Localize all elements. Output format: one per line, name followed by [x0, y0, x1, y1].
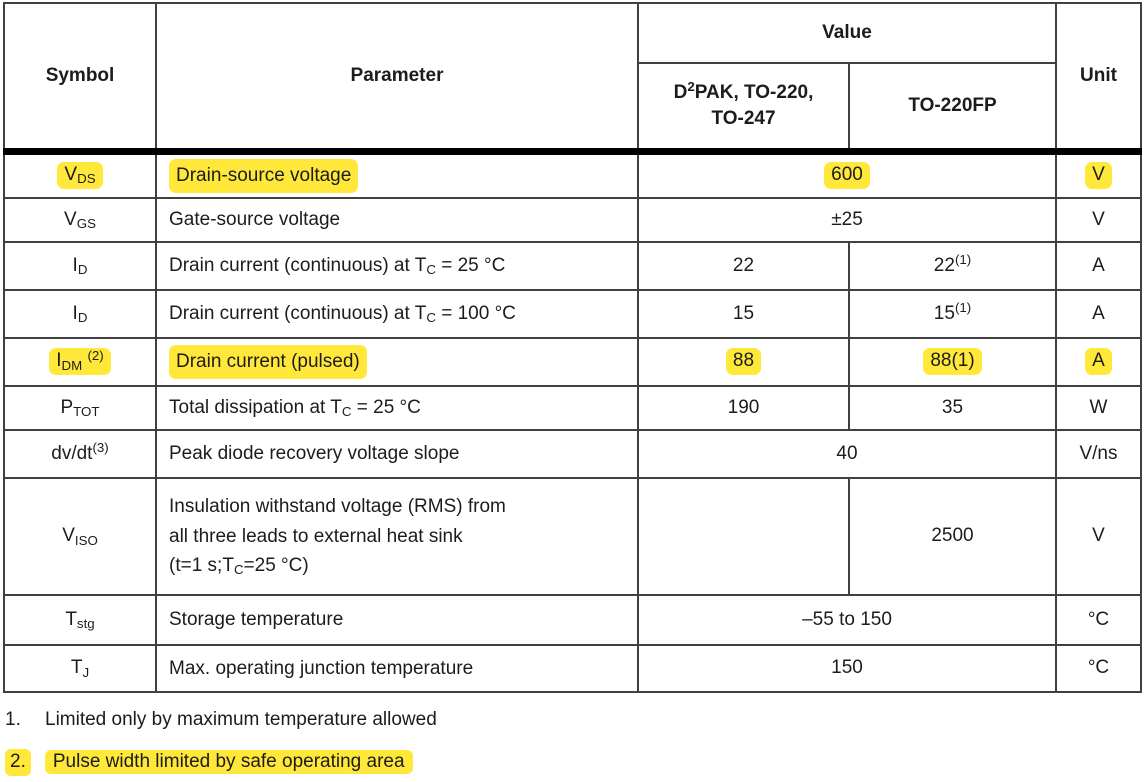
parameter-cell — [156, 338, 638, 386]
table-row — [4, 290, 1141, 338]
datasheet-page — [0, 2, 1147, 782]
footnote-text: Limited only by maximum temperature allowed — [45, 708, 437, 730]
parameter-cell: Peak diode recovery voltage slope — [156, 430, 638, 478]
col-header-unit: Unit — [1056, 3, 1141, 151]
table-row — [4, 645, 1141, 692]
value-cell-pkg1 — [638, 478, 849, 595]
symbol-cell: $V_{GS}$ — [4, 198, 156, 242]
symbol-cell: $P_{TOT}$ — [4, 386, 156, 430]
unit-cell: °C — [1056, 595, 1141, 645]
table-row — [4, 198, 1141, 242]
parameter-cell: Gate-source voltage — [156, 198, 638, 242]
parameter-cell: Storage temperature — [156, 595, 638, 645]
unit-cell: W — [1056, 386, 1141, 430]
symbol-cell: $I_D$ — [4, 242, 156, 290]
table-row — [4, 338, 1141, 386]
parameter-cell: Insulation withstand voltage (RMS) from all three leads to external heat sink (t=1 $s;T_C=25$ °C) — [156, 478, 638, 595]
value-cell-merged — [638, 151, 1056, 198]
unit-cell — [1056, 338, 1141, 386]
highlight-marker: 600 — [824, 162, 870, 189]
value-cell-pkg1 — [638, 338, 849, 386]
symbol-cell — [4, 338, 156, 386]
value-cell-merged: 40 — [638, 430, 1056, 478]
highlight-marker: Drain-source voltage — [169, 159, 358, 193]
highlight-marker: $I_{DM}$ $^{(2)}$ — [49, 348, 111, 375]
footnotes — [5, 708, 1147, 776]
value-cell-pkg2: 15$^{(1)}$ — [849, 290, 1056, 338]
table-row — [4, 430, 1141, 478]
col-header-value: Value — [638, 3, 1056, 63]
header-row-1 — [4, 3, 1141, 63]
value-cell-pkg1: 22 — [638, 242, 849, 290]
footnote-number: 1. — [5, 708, 21, 730]
table-row — [4, 478, 1141, 595]
value-cell-pkg2 — [849, 338, 1056, 386]
value-cell-pkg1: 190 — [638, 386, 849, 430]
table-row — [4, 595, 1141, 645]
parameter-cell: Drain current (continuous) at $T_C = 100$ °C — [156, 290, 638, 338]
footnote-text: Pulse width limited by safe operating area — [45, 750, 413, 774]
symbol-cell: $T_J$ — [4, 645, 156, 692]
highlight-marker: 88(1) — [923, 348, 981, 375]
unit-cell: V/ns — [1056, 430, 1141, 478]
value-cell-pkg2: 22$^{(1)}$ — [849, 242, 1056, 290]
unit-cell: V — [1056, 478, 1141, 595]
parameter-cell: Drain current (continuous) at $T_C = 25$ °C — [156, 242, 638, 290]
value-cell-merged: 150 — [638, 645, 1056, 692]
table-row — [4, 386, 1141, 430]
unit-cell — [1056, 151, 1141, 198]
symbol-cell: $V_{ISO}$ — [4, 478, 156, 595]
table-row — [4, 242, 1141, 290]
symbol-cell: $dv/dt^{(3)}$ — [4, 430, 156, 478]
highlight-marker: V — [1085, 162, 1112, 189]
value-cell-pkg1: 15 — [638, 290, 849, 338]
highlight-marker: 88 — [726, 348, 761, 375]
footnote — [5, 708, 1147, 733]
col-header-package-group-1: $D^2PAK$, TO-220, TO-247 — [638, 63, 849, 151]
col-header-symbol: Symbol — [4, 3, 156, 151]
unit-cell: °C — [1056, 645, 1141, 692]
symbol-cell: $T_{stg}$ — [4, 595, 156, 645]
parameter-cell: Max. operating junction temperature — [156, 645, 638, 692]
unit-cell: A — [1056, 242, 1141, 290]
value-cell-merged: ±25 — [638, 198, 1056, 242]
footnote-number: 2. — [5, 749, 31, 777]
parameter-cell — [156, 151, 638, 198]
col-header-parameter: Parameter — [156, 3, 638, 151]
unit-cell: A — [1056, 290, 1141, 338]
value-cell-merged: –55 to 150 — [638, 595, 1056, 645]
unit-cell: V — [1056, 198, 1141, 242]
footnote — [5, 749, 1147, 777]
highlight-marker: $V_{DS}$ — [57, 162, 102, 189]
parameter-cell: Total dissipation at $T_C = 25$ °C — [156, 386, 638, 430]
table-header — [4, 3, 1141, 151]
symbol-cell: $I_D$ — [4, 290, 156, 338]
highlight-marker: A — [1085, 348, 1112, 375]
table-row — [4, 151, 1141, 198]
absolute-ratings-table — [3, 2, 1142, 693]
value-cell-pkg2: 2500 — [849, 478, 1056, 595]
value-cell-pkg2: 35 — [849, 386, 1056, 430]
table-body — [4, 151, 1141, 692]
highlight-marker: Drain current (pulsed) — [169, 345, 367, 379]
col-header-package-group-2: TO-220FP — [849, 63, 1056, 151]
symbol-cell — [4, 151, 156, 198]
